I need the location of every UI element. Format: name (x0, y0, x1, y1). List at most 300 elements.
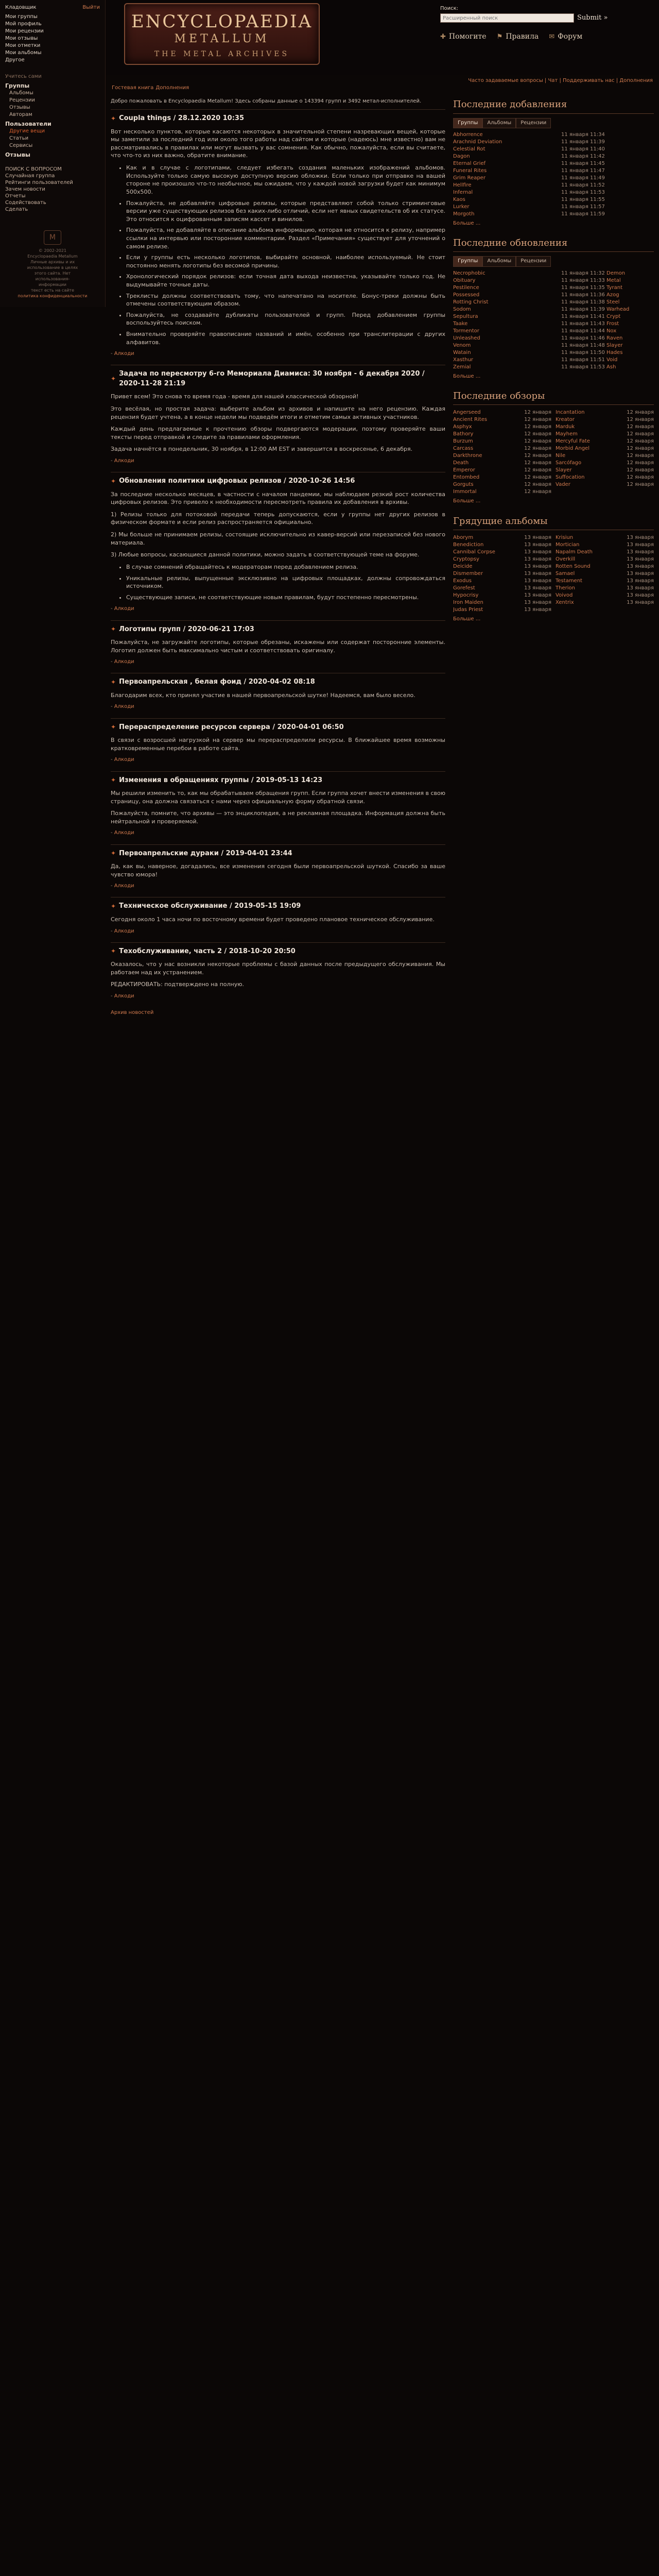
user-link[interactable]: Мои отзывы (5, 36, 38, 42)
updated-time: 11:50 (590, 349, 605, 355)
updated-name[interactable]: Xasthur (453, 357, 473, 363)
older-news-link[interactable]: Архив новостей (111, 1010, 154, 1016)
logout-link[interactable]: Выйти (82, 5, 100, 10)
added-name[interactable]: Arachnid Deviation (453, 139, 502, 145)
post-title[interactable] (111, 114, 445, 123)
upcoming-name[interactable]: Gorefest (453, 585, 475, 591)
added-name[interactable]: Grim Reaper (453, 175, 485, 181)
upcoming-name[interactable]: Rotten Sound (556, 564, 591, 570)
upcoming-name[interactable]: Voivod (556, 592, 573, 599)
upcoming-date: 13 января (627, 600, 654, 606)
search-box (440, 5, 656, 23)
added-date-text: 11 января (561, 139, 588, 145)
added-date (561, 182, 654, 189)
review-name[interactable]: Gorguts (453, 482, 474, 488)
review-column (556, 409, 654, 496)
updated-date-text: 11 января (561, 277, 588, 283)
byline-prefix: - (111, 928, 114, 934)
post-title-text[interactable]: Логотипы групп / 2020-06-21 17:03 (119, 625, 254, 633)
upcoming-name[interactable]: Krisiun (556, 535, 574, 541)
review-row (556, 416, 654, 423)
upcoming-name[interactable]: Benediction (453, 542, 484, 548)
topbar-left-link[interactable]: Гостевая книга (112, 85, 154, 91)
side-bottom-link[interactable]: Случайная группа (5, 173, 55, 179)
updated-row (453, 320, 654, 328)
updated-name[interactable]: Venom (453, 342, 471, 348)
review-name[interactable]: Burzum (453, 438, 473, 445)
upcoming-name[interactable]: Cannibal Corpse (453, 549, 495, 555)
topbar-left-link[interactable]: Дополнения (155, 85, 189, 91)
review-date: 12 января (627, 474, 654, 481)
side-menu-item[interactable]: Группы (5, 82, 30, 90)
review-date: 12 января (524, 460, 551, 466)
upcoming-name[interactable]: Hypocrisy (453, 592, 479, 599)
upcoming-row (453, 592, 551, 599)
review-name[interactable]: Mercyful Fate (556, 438, 590, 445)
updated-user[interactable]: Slayer (606, 342, 623, 348)
review-name[interactable]: Entombed (453, 474, 480, 481)
post-title-text[interactable]: Первоапрельская , белая фоид / 2020-04-02 08:18 (119, 678, 315, 686)
post-bullet: • В случае сомнений обращайтесь к модераторам перед добавлением релиза. (126, 563, 445, 571)
added-name[interactable]: Morgoth (453, 211, 475, 217)
updated-name[interactable]: Necrophobic (453, 270, 485, 276)
author-link[interactable]: Алкоди (114, 928, 134, 934)
review-date: 12 января (524, 438, 551, 445)
review-name[interactable]: Darkthrone (453, 453, 482, 459)
upcoming-column (556, 534, 654, 614)
updated-user[interactable]: Frost (606, 320, 619, 327)
review-name[interactable]: Death (453, 460, 469, 466)
nav-item-0[interactable] (440, 32, 487, 42)
added-name[interactable]: Abhorrence (453, 131, 483, 138)
updated-user[interactable]: Raven (606, 335, 623, 341)
updated-date-text: 11 января (561, 357, 588, 363)
review-column (453, 409, 551, 496)
post-title[interactable] (111, 369, 445, 388)
review-date: 12 января (524, 467, 551, 473)
updated-user[interactable]: Metal (606, 277, 621, 283)
nav-label: Правила (506, 32, 539, 41)
post-title-text[interactable]: Перераспределение ресурсов сервера / 2020-04-01 06:50 (119, 723, 344, 731)
updated-user[interactable]: Warhead (606, 306, 630, 312)
topbar-links[interactable]: Часто задаваемые вопросы | Чат | Поддерживать нас | Дополнения (468, 78, 653, 83)
upcoming-date: 13 января (627, 578, 654, 584)
nav-label: Форум (558, 32, 583, 41)
header (106, 0, 659, 75)
post-title[interactable] (111, 947, 445, 956)
upcoming-row (556, 592, 654, 599)
upcoming-name[interactable]: Testament (556, 578, 582, 584)
post-title[interactable] (111, 723, 445, 732)
news-icon: ✦ (111, 114, 116, 122)
side-menu-item[interactable]: Отзывы (5, 151, 30, 159)
byline-prefix: - (111, 659, 114, 665)
review-date: 12 января (524, 474, 551, 481)
added-date-text: 11 января (561, 160, 588, 166)
updated-date (561, 299, 654, 306)
review-row (556, 452, 654, 460)
news-icon: ✦ (111, 776, 116, 784)
author-link[interactable]: Алкоди (114, 351, 134, 357)
updated-name[interactable]: Taake (453, 320, 468, 327)
post-byline (111, 457, 445, 465)
review-row (556, 409, 654, 416)
added-name[interactable]: Celestial Rot (453, 146, 485, 152)
updated-row (453, 270, 654, 277)
news-post (111, 620, 445, 673)
post-byline (111, 756, 445, 764)
tab-2[interactable]: Рецензии (516, 256, 551, 266)
post-paragraph: За последние несколько месяцев, в частности с началом пандемии, мы наблюдаем резкий рост количества цифровых релизов. Это привело к необходимости пересмотреть правила их добавления в архивы. (111, 490, 445, 506)
added-row (453, 139, 654, 146)
upcoming-name[interactable]: Overkill (556, 556, 576, 563)
search-submit-button[interactable]: Submit » (577, 14, 608, 22)
post-title-text[interactable]: Техническое обслуживание / 2019-05-15 19:09 (119, 902, 301, 910)
nav-item-2[interactable] (549, 32, 582, 42)
upcoming-row (453, 556, 551, 563)
tab-0[interactable]: Группы (453, 118, 482, 128)
added-row (453, 196, 654, 204)
review-date: 12 января (524, 431, 551, 437)
review-name[interactable]: Sarcófago (556, 460, 582, 466)
latest-additions (453, 98, 654, 227)
updated-date-text: 11 января (561, 306, 588, 312)
nav-label: Помогите (448, 32, 487, 41)
post-paragraph: Мы решили изменить то, как мы обрабатываем обращения групп. Если группа хочет внести изменения в свою страницу, она должна связаться с нами через официальную форму обратной связи. (111, 789, 445, 805)
review-name[interactable]: Nile (556, 453, 566, 459)
updated-date (561, 328, 654, 335)
user-link[interactable]: Мой профиль (5, 21, 42, 27)
updated-name[interactable]: Obituary (453, 277, 476, 283)
post-paragraph: 1) Релизы только для потоковой передачи теперь допускаются, если у группы нет других релизов в физическом формате и если релиз распространяется официально. (111, 511, 445, 526)
side-menu-item[interactable]: Пользователи (5, 121, 51, 128)
review-row (453, 488, 551, 496)
updated-date-text: 11 января (561, 270, 588, 276)
updated-name[interactable]: Sepultura (453, 313, 478, 319)
updated-date (561, 284, 654, 292)
added-time: 11:40 (590, 146, 605, 152)
side-menu-item[interactable]: Сервисы (9, 143, 33, 149)
updated-date (561, 277, 654, 284)
added-date-text: 11 января (561, 196, 588, 202)
review-row (453, 452, 551, 460)
added-date (561, 211, 654, 218)
upcoming-row (453, 541, 551, 549)
post-paragraph: Благодарим всех, кто принял участие в нашей первоапрельской шутке! Надеемся, вам было весело. (111, 691, 415, 699)
user-link[interactable]: Мои альбомы (5, 50, 42, 56)
upcoming-name[interactable]: Iron Maiden (453, 600, 483, 606)
side-menu-item[interactable]: Статьи (9, 135, 29, 142)
added-name[interactable]: Kaos (453, 196, 465, 202)
added-date (561, 153, 654, 160)
author-link[interactable]: Алкоди (114, 704, 134, 710)
reviews-more-link[interactable]: Больше ... (453, 498, 481, 504)
side-menu-item[interactable]: Авторам (9, 112, 32, 118)
post-paragraph: РЕДАКТИРОВАТЬ: подтверждено на полную. (111, 981, 244, 988)
user-link[interactable]: Мои группы (5, 14, 38, 20)
upcoming-name[interactable]: Aborym (453, 535, 474, 541)
updated-name[interactable]: Tormentor (453, 328, 479, 334)
updated-user[interactable]: Hades (606, 349, 623, 355)
review-name[interactable]: Incantation (556, 410, 585, 416)
added-row (453, 146, 654, 153)
upcoming-row (556, 563, 654, 570)
review-name[interactable]: Vader (556, 482, 570, 488)
added-name[interactable]: Dagon (453, 153, 470, 159)
review-name[interactable]: Slayer (556, 467, 572, 473)
review-date: 12 января (627, 446, 654, 452)
review-name[interactable]: Emperor (453, 467, 475, 473)
copyright-line: этого сайта. Нет (34, 271, 71, 276)
post-bullet: • Внимательно проверяйте правописание названий и имён, особенно при транслитерации с других алфавитов. (126, 330, 445, 346)
review-date: 12 января (627, 467, 654, 473)
review-name[interactable]: Suffocation (556, 474, 585, 481)
review-date: 12 января (524, 453, 551, 459)
updated-date (561, 306, 654, 313)
updated-row (453, 277, 654, 284)
added-date (561, 146, 654, 153)
added-name[interactable]: Hellfire (453, 182, 472, 188)
news-icon: ✦ (111, 947, 116, 955)
post-title-text[interactable]: Задача по пересмотру 6-го Мемориала Диамиса: 30 ноября - 6 декабря 2020 / 2020-11-28 21:19 (119, 370, 425, 387)
post-title[interactable] (111, 902, 445, 911)
side-bottom-link[interactable]: Рейтинги пользователей (5, 180, 73, 186)
updated-user[interactable]: Demon (606, 270, 626, 276)
side-menu-item[interactable]: Альбомы (9, 90, 33, 96)
latest-updates (453, 236, 654, 380)
updated-user[interactable]: Void (606, 357, 618, 363)
added-date-text: 11 января (561, 189, 588, 195)
review-date: 12 января (627, 410, 654, 416)
author-link[interactable]: Алкоди (114, 993, 134, 999)
post-paragraph: 2) Мы больше не принимаем релизы, состоящие исключительно из кавер-версий или перезаписей без нового материала. (111, 531, 445, 546)
added-date (561, 139, 654, 146)
added-name[interactable]: Lurker (453, 204, 470, 210)
review-date: 12 января (627, 431, 654, 437)
upcoming-name[interactable]: Napalm Death (556, 549, 593, 555)
review-date: 12 января (627, 424, 654, 430)
upcoming-row (453, 570, 551, 578)
review-name[interactable]: Asphyx (453, 424, 472, 430)
updated-user[interactable]: Azog (606, 292, 619, 298)
updated-name[interactable]: Possessed (453, 292, 480, 298)
review-name[interactable]: Mayhem (556, 431, 578, 437)
search-input[interactable] (440, 13, 574, 23)
updated-name[interactable]: Sodom (453, 306, 471, 312)
review-name[interactable]: Immortal (453, 489, 477, 495)
updated-name[interactable]: Pestilence (453, 284, 479, 291)
post-bullet: • Пожалуйста, не добавляйте в описание альбома информацию, которая не относится к релизу, например ссылки на интервью или посторонние комментарии. Раздел «Примечания» существует для уточнений о самом релизе. (126, 226, 445, 250)
updated-date (561, 357, 654, 364)
upcoming-date: 13 января (627, 542, 654, 548)
author-link[interactable]: Алкоди (114, 883, 134, 889)
copyright (0, 230, 105, 307)
upcoming-date: 13 января (524, 542, 551, 548)
author-link[interactable]: Алкоди (114, 830, 134, 836)
upcoming-row (556, 549, 654, 556)
post-title-text[interactable]: Техобслуживание, часть 2 / 2018-10-20 20:50 (119, 947, 296, 955)
added-name[interactable]: Eternal Grief (453, 160, 486, 166)
site-logo[interactable] (124, 3, 320, 65)
added-date-text: 11 января (561, 153, 588, 159)
added-row (453, 189, 654, 196)
updated-date (561, 364, 654, 371)
upcoming-name[interactable]: Deicide (453, 564, 473, 570)
added-row (453, 160, 654, 167)
updated-row (453, 299, 654, 306)
upcoming-name[interactable]: Samael (556, 571, 575, 577)
post-title-text[interactable]: Обновления политики цифровых релизов / 2020-10-26 14:56 (119, 477, 355, 485)
post-title-text[interactable]: Изменения в обращениях группы / 2019-05-13 14:23 (119, 776, 323, 784)
added-date (561, 189, 654, 196)
review-row (556, 438, 654, 445)
side-bottom-link[interactable]: Зачем новости (5, 187, 45, 193)
news-icon: ✦ (111, 625, 116, 633)
rules-icon: ⚑ (496, 32, 503, 41)
copyright-line: информации (38, 282, 67, 287)
upcoming-name[interactable]: Cryptopsy (453, 556, 479, 563)
nav-item-1[interactable] (497, 32, 539, 42)
added-row (453, 167, 654, 175)
updated-time: 11:41 (590, 313, 605, 319)
review-name[interactable]: Marduk (556, 424, 575, 430)
side-bottom-link[interactable]: Содействовать (5, 200, 46, 206)
post-title[interactable] (111, 776, 445, 785)
review-name[interactable]: Carcass (453, 446, 474, 452)
forum-icon: ✉ (549, 32, 555, 41)
added-row (453, 153, 654, 160)
copyright-line: Encyclopaedia Metallum (27, 254, 78, 259)
updated-date-text: 11 января (561, 364, 588, 370)
post-title[interactable] (111, 849, 445, 858)
news-post (111, 897, 445, 942)
author-link[interactable]: Алкоди (114, 757, 134, 763)
review-row (556, 481, 654, 488)
post-byline (111, 605, 445, 613)
news-column (111, 98, 445, 1016)
added-name[interactable]: Infernal (453, 189, 473, 195)
upcoming-date: 13 января (627, 564, 654, 570)
side-bottom-link[interactable]: Отчеты (5, 193, 26, 199)
updated-date-text: 11 января (561, 335, 588, 341)
updated-name[interactable]: Zemial (453, 364, 471, 370)
added-date-text: 11 января (561, 182, 588, 188)
upcoming-name[interactable]: Exodus (453, 578, 472, 584)
review-name[interactable]: Bathory (453, 431, 474, 437)
added-time: 11:49 (590, 175, 605, 181)
upcoming-name[interactable]: Mortician (556, 542, 580, 548)
review-date: 12 января (524, 410, 551, 416)
review-row (453, 481, 551, 488)
added-row (453, 131, 654, 139)
review-row (453, 467, 551, 474)
added-more-link[interactable]: Больше ... (453, 220, 481, 226)
help-icon: ✚ (440, 32, 446, 41)
updated-row (453, 284, 654, 292)
review-name[interactable]: Ancient Rites (453, 417, 488, 423)
news-icon: ✦ (111, 679, 116, 686)
author-link[interactable]: Алкоди (114, 606, 134, 612)
user-link[interactable]: Мои отметки (5, 43, 41, 49)
upcoming-row (556, 541, 654, 549)
post-title-text[interactable]: Первоапрельские дураки / 2019-04-01 23:44 (119, 849, 292, 857)
added-row (453, 175, 654, 182)
post-title[interactable] (111, 477, 445, 486)
updated-user[interactable]: Ash (606, 364, 616, 370)
upcoming-date: 13 января (524, 564, 551, 570)
review-row (453, 416, 551, 423)
upcoming-albums (453, 515, 654, 623)
author-link[interactable]: Алкоди (114, 659, 134, 665)
post-byline (111, 883, 445, 890)
side-bottom-link[interactable]: ПОИСК С ВОПРОСОМ (5, 166, 62, 173)
updated-name[interactable]: Unleashed (453, 335, 480, 341)
side-menu-item[interactable]: Другие вещи (9, 128, 45, 134)
added-date-text: 11 января (561, 146, 588, 152)
upcoming-name[interactable]: Judas Priest (453, 607, 483, 613)
review-date: 12 января (627, 460, 654, 466)
upcoming-date: 13 января (627, 585, 654, 591)
added-row (453, 182, 654, 189)
byline-prefix: - (111, 993, 114, 999)
review-name[interactable]: Kreator (556, 417, 575, 423)
updated-more-link[interactable]: Больше ... (453, 373, 481, 379)
updated-name[interactable]: Rotting Christ (453, 299, 489, 305)
upcoming-date: 13 января (524, 571, 551, 577)
upcoming-name[interactable]: Xentrix (556, 600, 574, 606)
tab-0[interactable]: Группы (453, 256, 482, 266)
review-name[interactable]: Morbid Angel (556, 446, 589, 452)
tab-1[interactable]: Альбомы (482, 256, 516, 266)
upcoming-row (556, 585, 654, 592)
username[interactable]: Кладовщик (5, 5, 37, 10)
added-time: 11:52 (590, 182, 605, 188)
side-menu-item[interactable]: Рецензии (9, 97, 35, 104)
review-date: 12 января (627, 417, 654, 423)
post-byline (111, 703, 445, 710)
user-link[interactable]: Мои рецензии (5, 28, 44, 35)
author-link[interactable]: Алкоди (114, 458, 134, 464)
updated-date-text: 11 января (561, 292, 588, 298)
updated-user[interactable]: Steel (606, 299, 620, 305)
updated-user[interactable]: Crypt (606, 313, 621, 319)
user-link[interactable]: Другое (5, 57, 25, 63)
post-title-text[interactable]: Coupla things / 28.12.2020 10:35 (119, 114, 245, 123)
upcoming-more-link[interactable]: Больше ... (453, 616, 481, 622)
upcoming-name[interactable]: Therion (556, 585, 575, 591)
byline-prefix: - (111, 606, 114, 612)
privacy-link[interactable]: политика конфиденциальности (18, 294, 88, 299)
side-menu-item[interactable]: Отзывы (9, 105, 30, 111)
upcoming-date: 13 января (524, 549, 551, 555)
left-sidebar (0, 0, 106, 307)
menu-header: Учитесь сами (5, 74, 42, 80)
updated-name[interactable]: Watain (453, 349, 471, 355)
review-date: 12 января (524, 417, 551, 423)
updated-user[interactable]: Nox (606, 328, 617, 334)
review-name[interactable]: Angerseed (453, 410, 481, 416)
updated-user[interactable]: Tyrant (606, 284, 623, 291)
side-bottom-link[interactable]: Сделать (5, 207, 28, 213)
tab-2[interactable]: Рецензии (516, 118, 551, 128)
tab-1[interactable]: Альбомы (482, 118, 516, 128)
post-bullet: • Пожалуйста, не создавайте дубликаты пользователей и групп. Перед добавлением группы воспользуйтесь поиском. (126, 311, 445, 327)
post-title[interactable] (111, 625, 445, 634)
upcoming-date: 13 января (524, 556, 551, 563)
post-title[interactable] (111, 677, 445, 687)
added-name[interactable]: Funeral Rites (453, 167, 487, 174)
upcoming-name[interactable]: Dismember (453, 571, 483, 577)
